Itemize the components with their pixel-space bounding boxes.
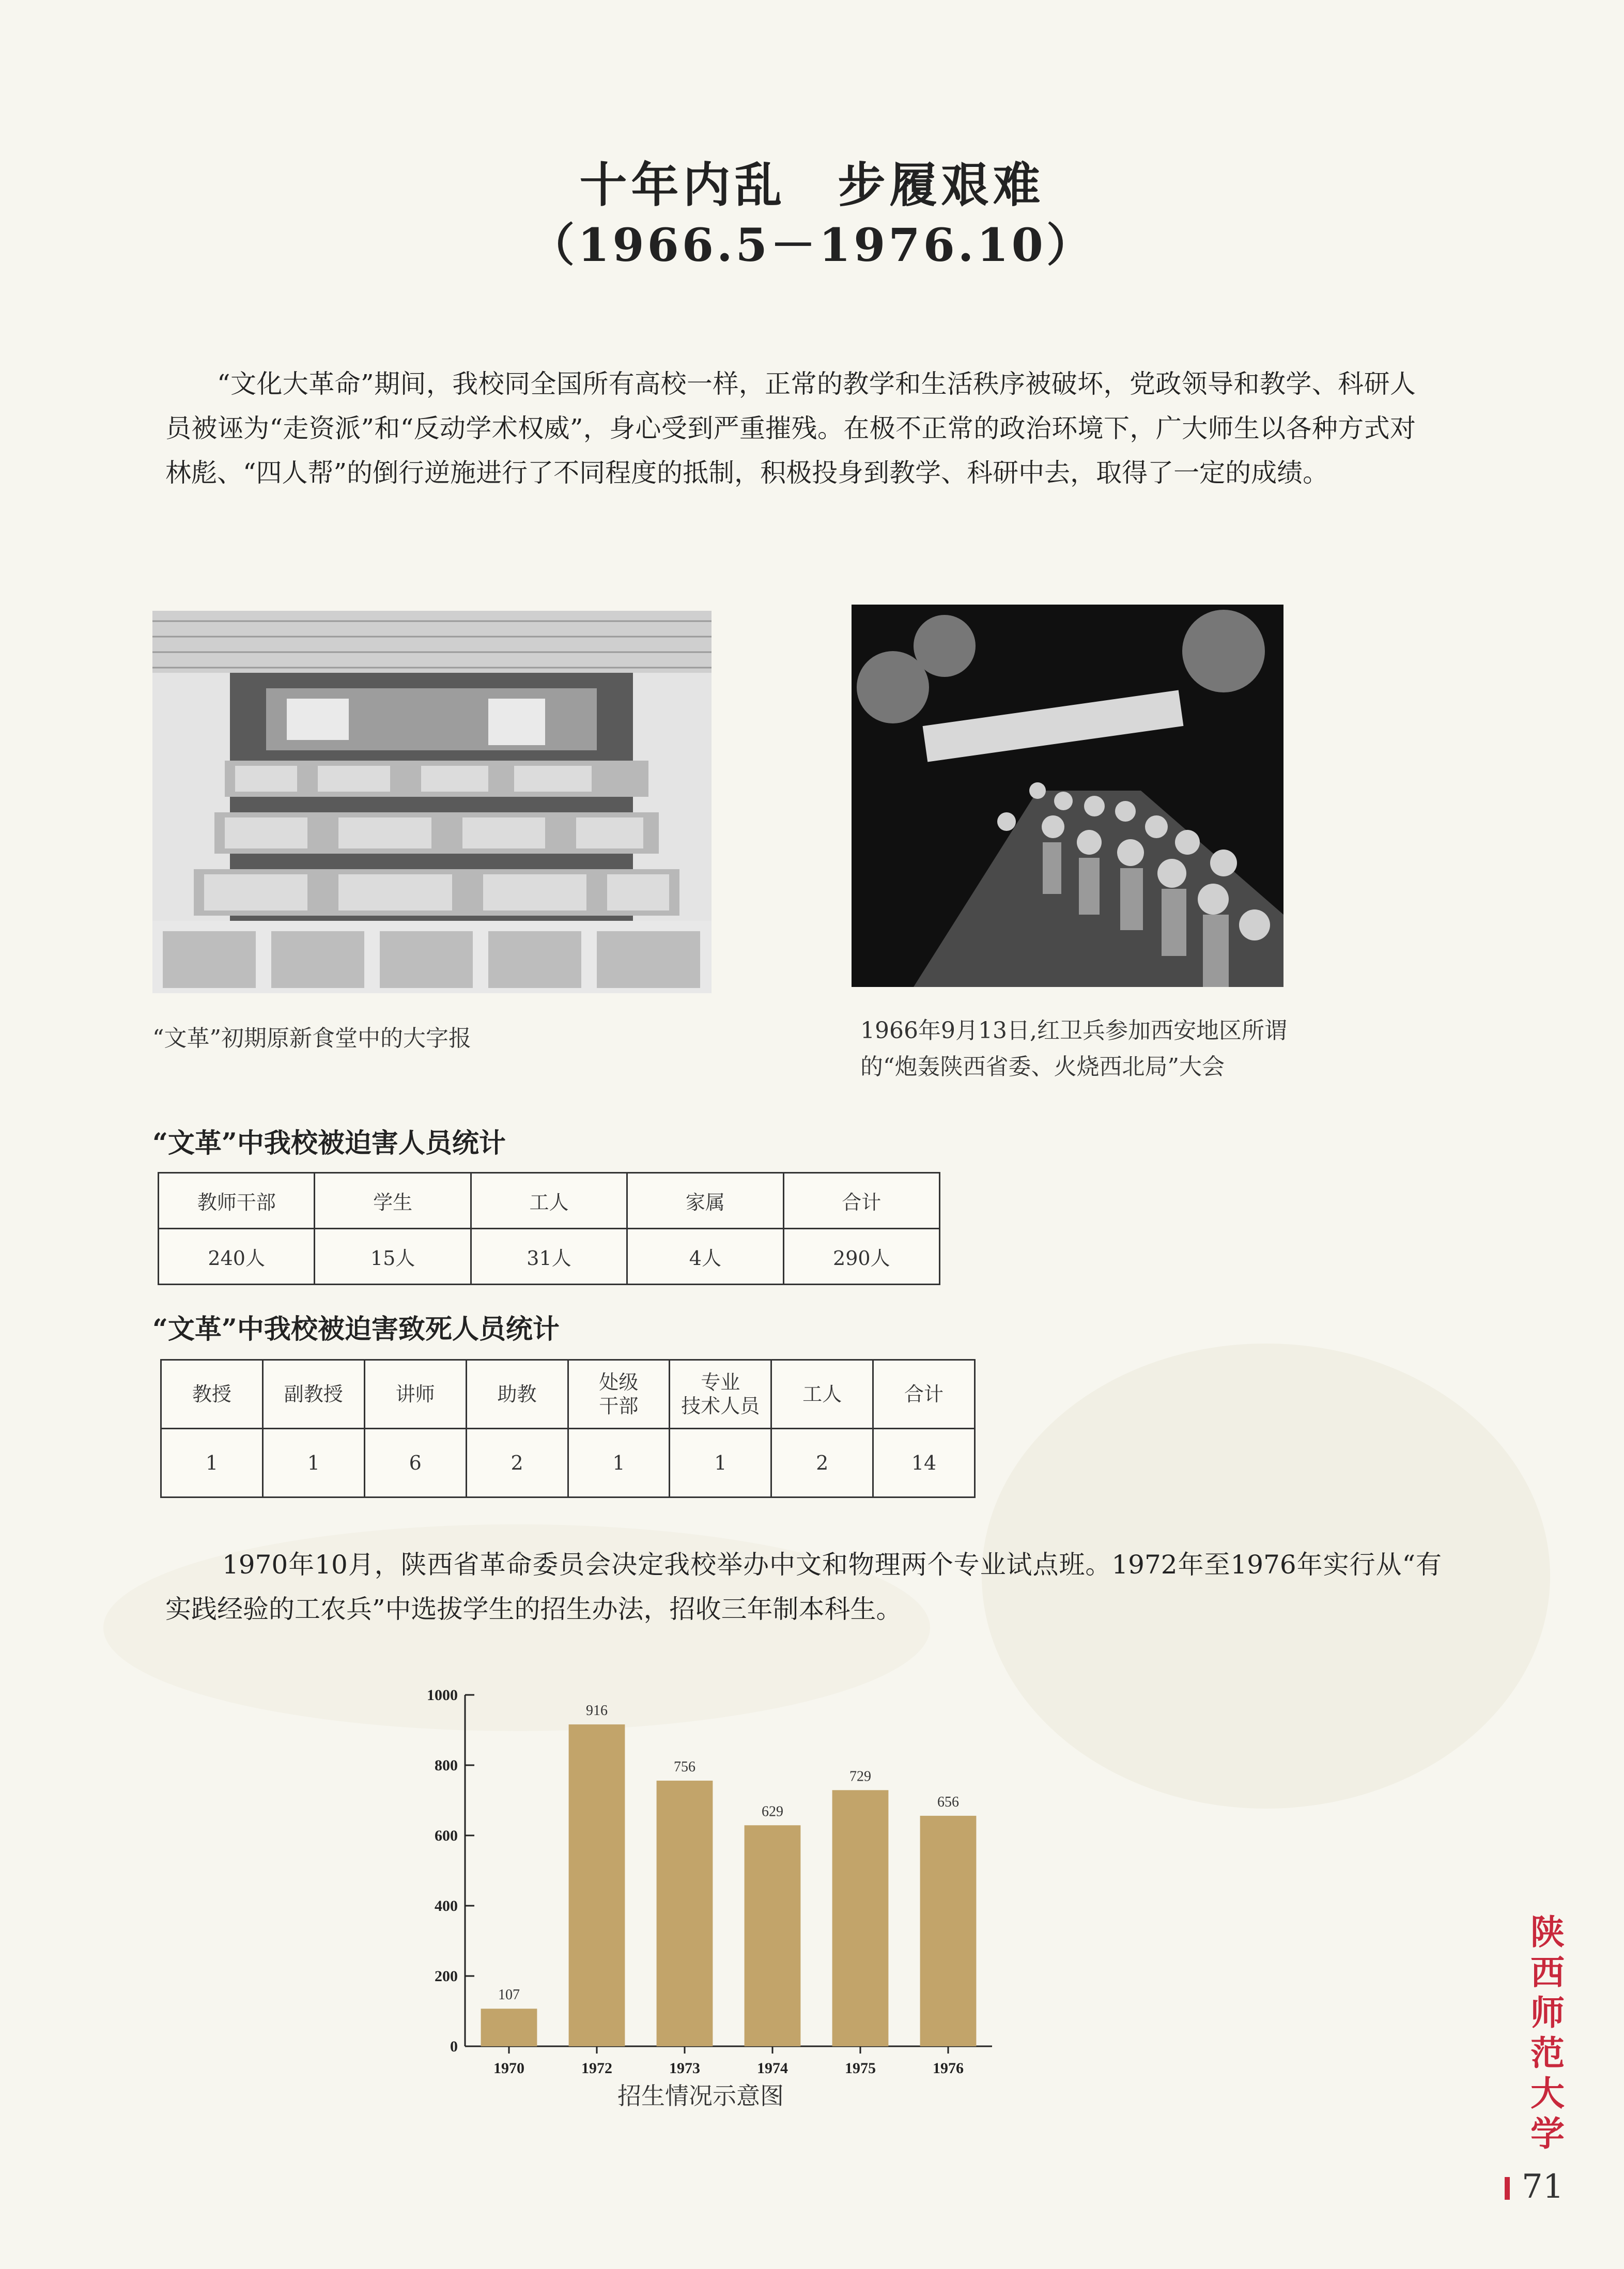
page-number: 71 — [1522, 2168, 1564, 2206]
y-tick-label: 600 — [435, 1827, 458, 1844]
table-cell: 31人 — [471, 1229, 627, 1285]
canteen-poster-photo — [152, 611, 712, 993]
side-title — [1524, 1912, 1571, 2154]
table-cell: 1 — [262, 1429, 364, 1498]
table-header-row — [159, 1173, 940, 1229]
table-cell: 2 — [466, 1429, 568, 1498]
table-row — [159, 1229, 940, 1285]
x-tick-label: 1970 — [493, 2060, 524, 2077]
side-title-text: 陕西师范大学 — [1530, 1912, 1565, 2154]
table-cell: 1 — [568, 1429, 670, 1498]
enrollment-paragraph: 1970年10月，陕西省革命委员会决定我校举办中文和物理两个专业试点班。1972年至1976年实行从“有实践经验的工农兵”中选拔学生的招生办法，招收三年制本科生。 — [165, 1550, 1442, 1624]
table-cell: 4人 — [627, 1229, 783, 1285]
data-label: 729 — [849, 1768, 871, 1785]
y-tick-label: 1000 — [427, 1687, 458, 1704]
table-cell: 290人 — [783, 1229, 939, 1285]
table-header-cell: 助教 — [466, 1360, 568, 1429]
y-tick-label: 200 — [435, 1968, 458, 1985]
table-cell: 6 — [364, 1429, 466, 1498]
table2-heading: “文革”中我校被迫害致死人员统计 — [152, 1314, 560, 1345]
table-header-cell: 教授 — [161, 1360, 263, 1429]
photo2-caption: 1966年9月13日,红卫兵参加西安地区所谓的“炮轰陕西省委、火烧西北局”大会 — [860, 1017, 1287, 1080]
data-label: 656 — [937, 1794, 959, 1810]
page-number-marker — [1505, 2177, 1510, 2200]
table-cell: 1 — [161, 1429, 263, 1498]
red-guard-rally-photo — [852, 605, 1283, 987]
table-header-cell: 教师干部 — [159, 1173, 315, 1229]
bar — [745, 1825, 801, 2046]
intro-paragraph: “文化大革命”期间，我校同全国所有高校一样，正常的教学和生活秩序被破坏，党政领导和教学、科研人员被诬为“走资派”和“反动学术权威”，身心受到严重摧残。在极不正常的政治环境下，广大师生以各种方式对林彪、“四人帮”的倒行逆施进行了不同程度的抵制，积极投身到教学、科研中去，取得了一定的成绩。 — [165, 369, 1416, 488]
table-header-cell: 工人 — [471, 1173, 627, 1229]
table-header-cell: 处级 干部 — [568, 1360, 670, 1429]
table-header-cell: 合计 — [873, 1360, 975, 1429]
page-title: 十年内乱 步履艰难 — [579, 157, 1045, 213]
data-label: 756 — [674, 1758, 695, 1775]
table-header-cell: 学生 — [315, 1173, 471, 1229]
data-label: 107 — [498, 1987, 520, 2003]
table-cell: 15人 — [315, 1229, 471, 1285]
table-cell: 2 — [771, 1429, 873, 1498]
persecuted-deaths-table — [160, 1359, 976, 1498]
y-tick-label: 400 — [435, 1897, 458, 1915]
x-tick-label: 1973 — [669, 2060, 700, 2077]
bar — [569, 1724, 625, 2046]
table-header-cell: 家属 — [627, 1173, 783, 1229]
table-cell: 14 — [873, 1429, 975, 1498]
table-row — [161, 1429, 975, 1498]
table-header-cell: 合计 — [783, 1173, 939, 1229]
table-header-cell: 副教授 — [262, 1360, 364, 1429]
y-tick-label: 0 — [450, 2038, 458, 2055]
table-header-cell: 讲师 — [364, 1360, 466, 1429]
data-label: 629 — [762, 1803, 783, 1820]
table-cell: 240人 — [159, 1229, 315, 1285]
bar — [832, 1790, 889, 2046]
photo1-caption: “文革”初期原新食堂中的大字报 — [152, 1025, 471, 1052]
page-subtitle-dates: （1966.5－1976.10） — [529, 218, 1095, 272]
x-tick-label: 1975 — [845, 2060, 876, 2077]
table-header-cell: 专业 技术人员 — [670, 1360, 771, 1429]
bar — [920, 1816, 977, 2046]
table-header-cell: 工人 — [771, 1360, 873, 1429]
table-cell: 1 — [670, 1429, 771, 1498]
x-tick-label: 1976 — [933, 2060, 964, 2077]
persecuted-staff-table — [158, 1172, 940, 1285]
enrollment-bar-chart — [424, 1685, 1013, 2098]
chart-title: 招生情况示意图 — [617, 2082, 784, 2110]
bar — [481, 2009, 537, 2046]
data-label: 916 — [586, 1703, 608, 1719]
x-tick-label: 1972 — [581, 2060, 612, 2077]
x-tick-label: 1974 — [757, 2060, 788, 2077]
bar — [657, 1781, 713, 2046]
table1-heading: “文革”中我校被迫害人员统计 — [152, 1128, 506, 1159]
y-tick-label: 800 — [435, 1757, 458, 1774]
table-header-row — [161, 1360, 975, 1429]
